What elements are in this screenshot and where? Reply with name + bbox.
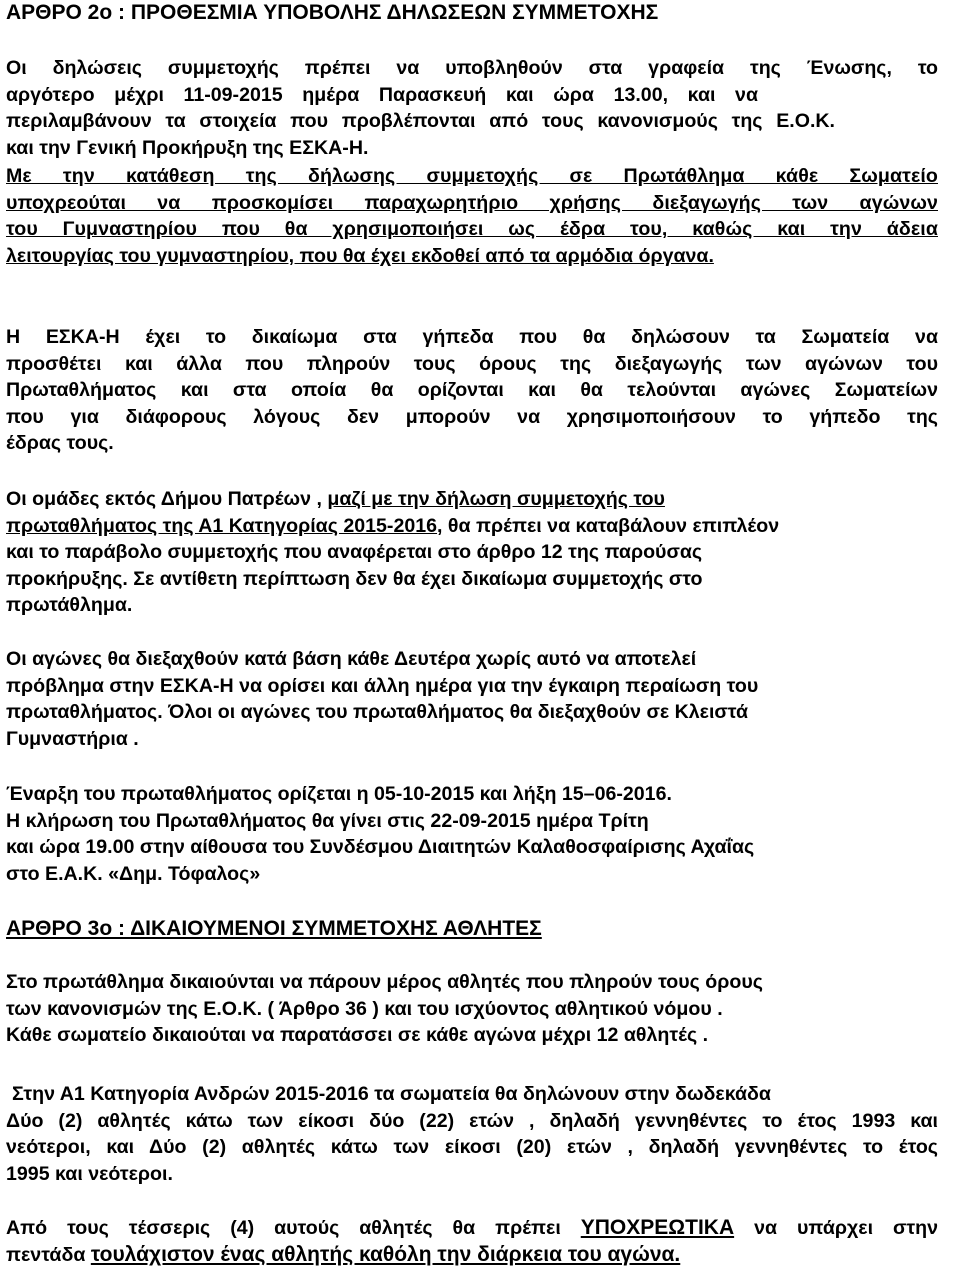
- text-line: Γυμναστήρια .: [6, 727, 139, 750]
- underlined-text: μαζί με την δήλωση συμμετοχής του: [327, 488, 665, 510]
- article-2-paragraph-venue-permit: [6, 163, 938, 269]
- article-2-paragraph-participation-fee: [6, 486, 938, 619]
- text-line: [6, 1215, 938, 1242]
- text-line: Η κλήρωση του Πρωταθλήματος θα γίνει στις 22-09-2015 ημέρα Τρίτη: [6, 809, 649, 832]
- text-fragment: Οι ομάδες εκτός Δήμου Πατρέων ,: [6, 488, 322, 510]
- article-3-paragraph-young-players: [6, 1081, 938, 1187]
- text-line: Δύο (2) αθλητές κάτω των είκοσι δύο (22) ετών , δηλαδή γεννηθέντες το έτος 1993 και: [6, 1109, 938, 1132]
- text-line: υποχρεούται να προσκομίσει παραχωρητήριο χρήσης διεξαγωγής των αγώνων: [6, 191, 938, 214]
- text-line: Οι αγώνες θα διεξαχθούν κατά βάση κάθε Δευτέρα χωρίς αυτό να αποτελεί: [6, 648, 697, 670]
- text-line: Έναρξη του πρωταθλήματος ορίζεται η 05-10-2015 και λήξη 15–06-2016.: [6, 783, 672, 805]
- underlined-text: πρωταθλήματος της Α1 Κατηγορίας 2015-2016: [6, 514, 438, 537]
- text-fragment: Από τους τέσσερις (4) αυτούς αθλητές θα πρέπει: [6, 1217, 561, 1239]
- article-2-paragraph-match-days: [6, 646, 938, 752]
- text-fragment: , θα πρέπει να καταβάλουν επιπλέον: [437, 514, 780, 537]
- text-fragment: να υπάρχει στην: [754, 1217, 938, 1239]
- text-line: αργότερο μέχρι 11-09-2015 ημέρα Παρασκευή και ώρα 13.00, και να: [6, 83, 758, 106]
- text-line: Η ΕΣΚΑ-Η έχει το δικαίωμα στα γήπεδα που θα δηλώσουν τα Σωματεία να: [6, 326, 938, 348]
- text-line: έδρας τους.: [6, 432, 114, 454]
- text-fragment: πεντάδα: [6, 1243, 86, 1266]
- text-line: που για διάφορους λόγους δεν μπορούν να χρησιμοποιήσουν το γήπεδο της: [6, 405, 938, 428]
- text-line: Πρωταθλήματος και στα οποία θα ορίζονται και θα τελούνται αγώνες Σωματείων: [6, 379, 938, 401]
- underlined-text: τουλάχιστον ένας αθλητής καθόλη την διάρκεια του αγώνα.: [90, 1242, 681, 1266]
- text-line: στο Ε.Α.Κ. «Δημ. Τόφαλος»: [6, 862, 261, 885]
- text-line: Με την κατάθεση της δήλωσης συμμετοχής σε Πρωτάθλημα κάθε Σωματείο: [6, 165, 938, 187]
- article-3-paragraph-on-court-rule: [6, 1215, 938, 1268]
- text-line: και το παράβολο συμμετοχής που αναφέρεται στο άρθρο 12 της παρούσας: [6, 541, 703, 563]
- text-line: και την Γενική Προκήρυξη της ΕΣΚΑ-Η.: [6, 136, 369, 159]
- article-2-paragraph-additional-courts: [6, 324, 938, 457]
- text-line: λειτουργίας του γυμναστηρίου, που θα έχει εκδοθεί από τα αρμόδια όργανα.: [6, 244, 714, 267]
- text-line: Κάθε σωματείο δικαιούται να παρατάσσει σε κάθε αγώνα μέχρι 12 αθλητές .: [6, 1024, 709, 1046]
- text-line: πρωταθλήματος. Όλοι οι αγώνες του πρωταθλήματος θα διεξαχθούν σε Κλειστά: [6, 701, 749, 723]
- text-line: 1995 και νεότεροι.: [6, 1162, 173, 1185]
- article-2-paragraph-start-date-draw: [6, 781, 938, 887]
- text-line: προσθέτει και άλλα που πληρούν τους όρους της διεξαγωγής των αγώνων του: [6, 352, 938, 375]
- mandatory-text: ΥΠΟΧΡΕΩΤΙΚΑ: [580, 1216, 735, 1239]
- text-line: Στην Α1 Κατηγορία Ανδρών 2015-2016 τα σωματεία θα δηλώνουν στην δωδεκάδα: [12, 1083, 771, 1105]
- text-line: των κανονισμών της Ε.Ο.Κ. ( Άρθρο 36 ) και του ισχύοντος αθλητικού νόμου .: [6, 997, 723, 1020]
- text-line: [6, 486, 938, 513]
- text-line: του Γυμναστηρίου που θα χρησιμοποιήσει ως έδρα του, καθώς και την άδεια: [6, 218, 938, 240]
- text-line: Οι δηλώσεις συμμετοχής πρέπει να υποβληθούν στα γραφεία της Ένωσης, το: [6, 57, 938, 79]
- article-2-title: ΑΡΘΡΟ 2ο : ΠΡΟΘΕΣΜΙΑ ΥΠΟΒΟΛΗΣ ΔΗΛΩΣΕΩΝ ΣΥΜΜΕΤΟΧΗΣ: [6, 1, 659, 24]
- text-line: πρόβλημα στην ΕΣΚΑ-Η να ορίσει και άλλη ημέρα για την έγκαιρη περαίωση του: [6, 674, 759, 697]
- article-2-paragraph-deadline: [6, 55, 938, 161]
- text-line: [6, 1242, 938, 1269]
- article-3-paragraph-eligibility: [6, 969, 938, 1049]
- text-line: προκήρυξης. Σε αντίθετη περίπτωση δεν θα έχει δικαίωμα συμμετοχής στο: [6, 567, 703, 590]
- text-line: και ώρα 19.00 στην αίθουσα του Συνδέσμου Διαιτητών Καλαθοσφαίρισης Αχαΐας: [6, 836, 755, 858]
- article-3-title: ΑΡΘΡΟ 3ο : ΔΙΚΑΙΟΥΜΕΝΟΙ ΣΥΜΜΕΤΟΧΗΣ ΑΘΛΗΤΕΣ: [6, 917, 542, 940]
- text-line: πρωτάθλημα.: [6, 594, 133, 616]
- text-line: νεότεροι, και Δύο (2) αθλητές κάτω των είκοσι (20) ετών , δηλαδή γεννηθέντες το έτος: [6, 1136, 938, 1158]
- text-line: Στο πρωτάθλημα δικαιούνται να πάρουν μέρος αθλητές που πληρούν τους όρους: [6, 971, 763, 993]
- text-line: [6, 513, 938, 540]
- text-line: περιλαμβάνουν τα στοιχεία που προβλέπονται από τους κανονισμούς της Ε.Ο.Κ.: [6, 110, 835, 132]
